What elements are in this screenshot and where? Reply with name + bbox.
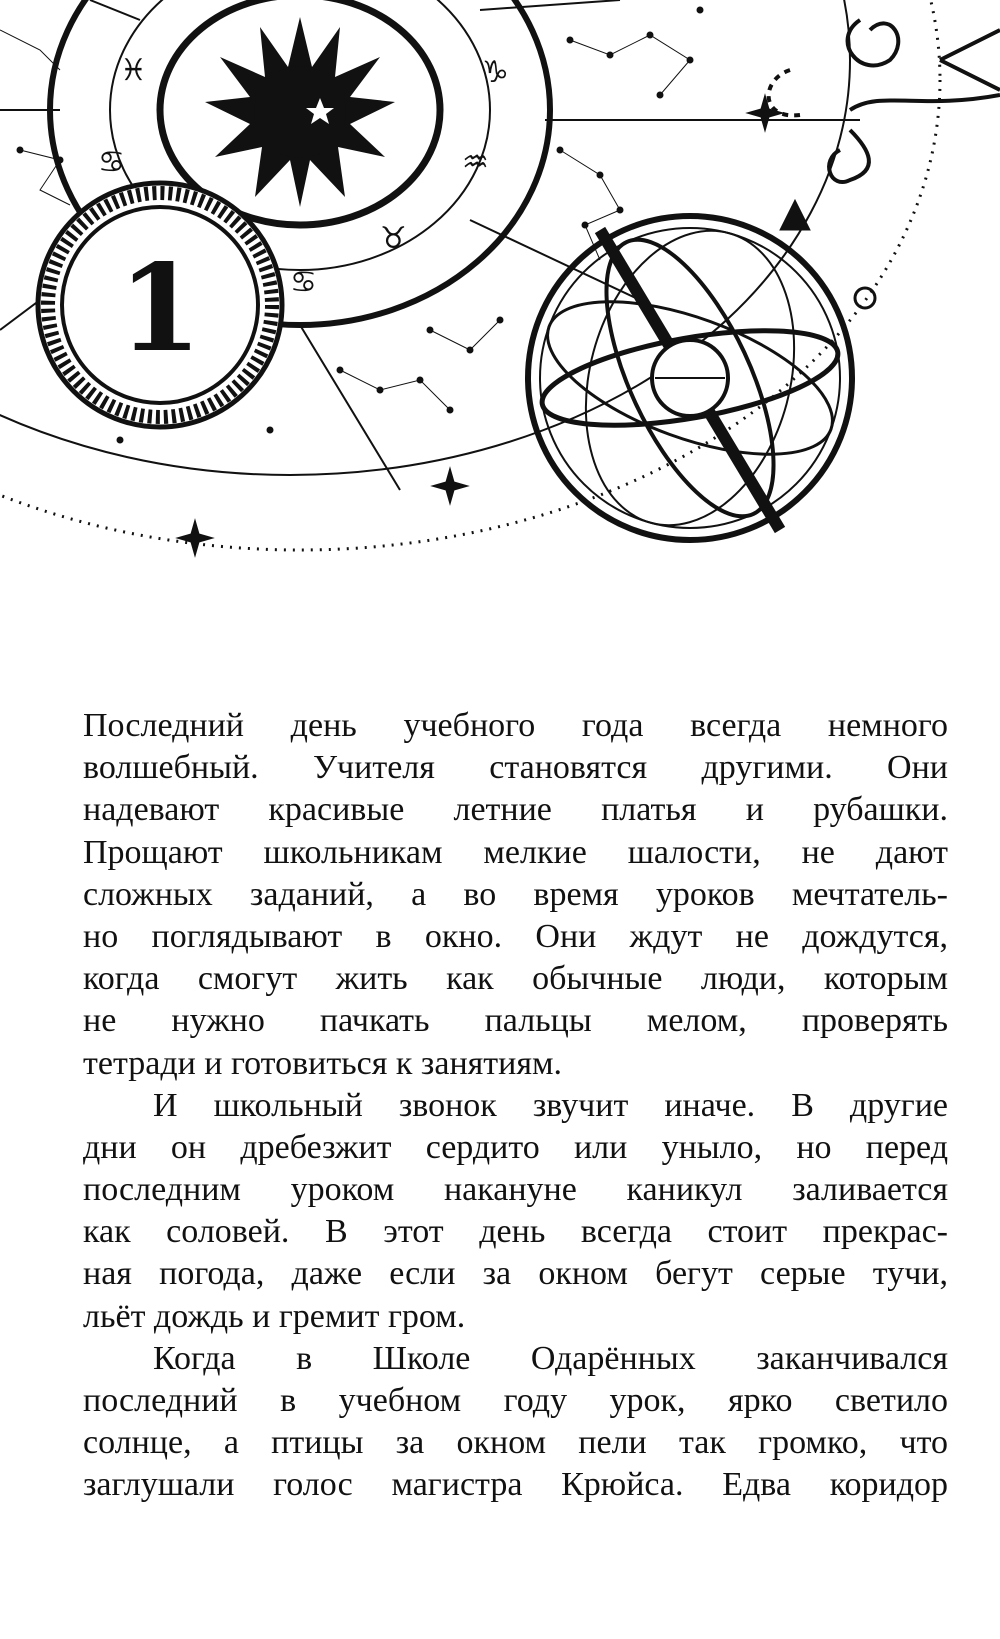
text-line: Последний день учебного года всегда немного [83,707,948,744]
armillary-sphere-icon [528,200,875,549]
chapter-number: 1 [118,238,202,379]
text-line: надевают красивые летние платья и рубашки. [83,791,948,829]
text-line: заглушали голос магистра Крюйса. Едва коридор [83,1466,948,1504]
zodiac-glyph: ♑ [482,55,509,90]
chapter-body-text [83,705,948,1507]
text-line: последним уроком накануне каникул заливается [83,1171,948,1209]
zodiac-glyph: ♒ [462,145,489,180]
text-line: как соловей. В этот день всегда стоит прекрас- [83,1213,948,1251]
text-line: сложных заданий, а во время уроков мечтатель- [83,875,948,913]
zodiac-glyph: ♋ [98,145,125,180]
chapter-header-illustration [0,0,1000,600]
sun-moon-icon [205,17,395,207]
zodiac-glyph: ♋ [290,265,317,300]
chapter-medallion [38,183,282,427]
text-line: Когда в Школе Одарённых заканчивался [153,1339,948,1377]
text-line: Прощают школьникам мелкие шалости, не дают [83,833,948,871]
text-line: солнце, а птицы за окном пели так громко, что [83,1424,948,1462]
text-line: дни он дребезжит сердито или уныло, но перед [83,1128,948,1166]
text-line: но поглядывают в окно. Они ждут не дождутся, [83,917,948,955]
text-line: не нужно пачкать пальцы мелом, проверять [83,1002,948,1040]
ornament-flourish [769,20,1000,182]
zodiac-glyph: ♓ [120,53,147,88]
text-line: льёт дождь и гремит гром. [83,1297,466,1335]
text-line: последний в учебном году урок, ярко светило [83,1382,948,1419]
text-line: тетради и готовиться к занятиям. [83,1044,562,1082]
text-line: волшебный. Учителя становятся другими. Они [83,749,948,787]
text-line: И школьный звонок звучит иначе. В другие [153,1086,948,1124]
zodiac-glyph: ♉ [380,221,407,256]
text-line: когда смогут жить как обычные люди, которым [83,960,948,998]
text-line: ная погода, даже если за окном бегут серые тучи, [83,1255,948,1293]
